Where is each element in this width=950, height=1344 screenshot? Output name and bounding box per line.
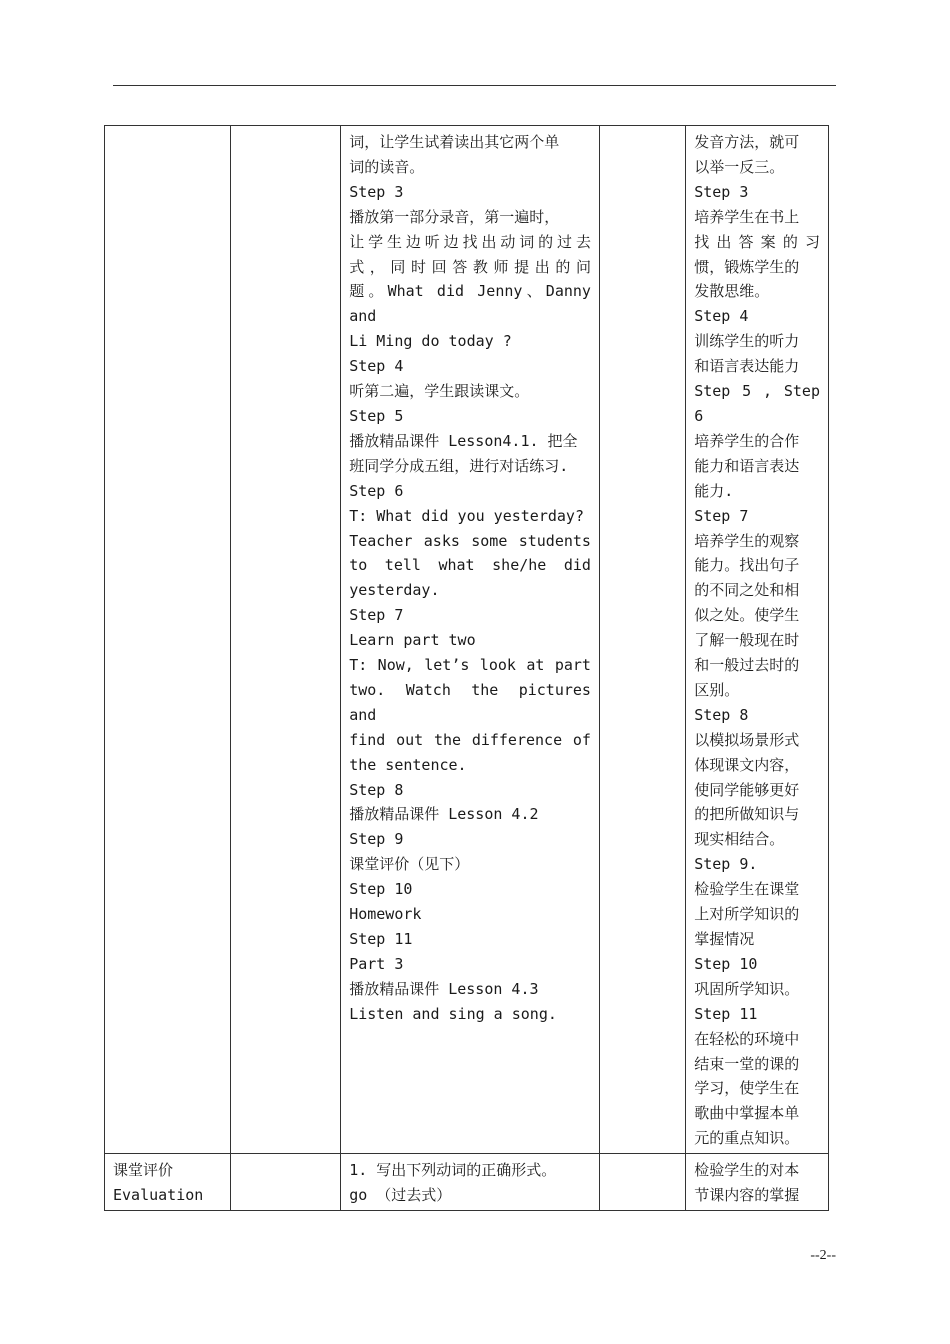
procedure-line: Part 3: [349, 954, 404, 973]
purpose-line: 培养学生的观察: [694, 531, 800, 550]
purpose-line: 了解一般现在时: [694, 631, 800, 650]
purpose-line: 培养学生在书上: [694, 207, 800, 226]
procedure-line: to tell what she/he did: [349, 556, 591, 575]
stage-cell: [105, 126, 231, 1154]
purpose-line: 上对所学知识的: [694, 905, 800, 924]
evaluation-label-en: Evaluation: [113, 1186, 204, 1205]
procedure-line: the sentence.: [349, 755, 467, 774]
evaluation-purpose-line: 检验学生的对本: [694, 1161, 800, 1180]
procedure-line: 播放精品课件 Lesson4.1. 把全: [349, 431, 578, 450]
purpose-line: Step 9.: [694, 855, 758, 874]
procedure-line: Step 3: [349, 182, 404, 201]
purpose-line: 能力。找出句子: [694, 556, 800, 575]
teaching-procedure-row: [105, 126, 829, 1154]
procedure-line: Teacher asks some students: [349, 531, 591, 550]
procedure-line: 词，让学生试着读出其它两个单: [349, 133, 560, 151]
procedure-line: 听第二遍，学生跟读课文。: [349, 382, 530, 401]
evaluation-procedure-cell: [341, 1154, 600, 1211]
procedure-line: Listen and sing a song.: [349, 1004, 557, 1023]
purpose-line: Step 5 , Step: [694, 382, 820, 401]
procedure-line: Step 8: [349, 780, 404, 799]
purpose-line: Step 10: [694, 954, 758, 973]
purpose-line: 发散思维。: [694, 282, 770, 301]
procedure-line: Step 11: [349, 930, 413, 948]
purpose-line: 区别。: [694, 680, 740, 699]
evaluation-procedure-line: 1. 写出下列动词的正确形式。: [349, 1161, 557, 1180]
procedure-line: Li Ming do today ?: [349, 332, 512, 351]
procedure-line: Homework: [349, 905, 422, 924]
activity-cell: [599, 126, 685, 1154]
procedure-line: T: What did you yesterday?: [349, 506, 584, 525]
purpose-line: 和语言表达能力: [694, 357, 800, 376]
procedure-line: find out the difference of: [349, 730, 591, 749]
purpose-line: 能力.: [694, 481, 734, 500]
evaluation-procedure-line: go （过去式）: [349, 1186, 452, 1205]
procedure-line: Step 6: [349, 481, 404, 500]
purpose-line: 检验学生在课堂: [694, 880, 800, 899]
procedure-line: Step 10: [349, 880, 413, 899]
page-number: --2--: [810, 1248, 836, 1263]
purpose-line: Step 7: [694, 506, 749, 525]
evaluation-purpose-line: 节课内容的掌握: [694, 1186, 800, 1205]
purpose-line: 体现课文内容，: [694, 755, 800, 774]
purpose-line: 元的重点知识。: [694, 1129, 800, 1148]
purpose-line: 以模拟场景形式: [694, 730, 800, 749]
procedure-cell: [341, 126, 600, 1154]
purpose-line: 能力和语言表达: [694, 456, 800, 475]
header-rule: [113, 85, 836, 86]
purpose-line: Step 4: [694, 307, 749, 326]
procedure-line: 播放精品课件 Lesson 4.2: [349, 805, 539, 824]
purpose-line: 现实相结合。: [694, 830, 785, 849]
procedure-line: two. Watch the pictures and: [349, 680, 591, 724]
purpose-line: 结束一堂的课的: [694, 1054, 800, 1073]
evaluation-purpose-cell: [686, 1154, 829, 1211]
purpose-line: 的把所做知识与: [694, 805, 800, 824]
procedure-line: 班同学分成五组，进行对话练习.: [349, 456, 569, 475]
purpose-line: Step 11: [694, 1004, 758, 1023]
lesson-plan-table: [104, 125, 829, 1211]
procedure-line: Step 5: [349, 406, 404, 425]
purpose-line: 巩固所学知识。: [694, 979, 800, 998]
purpose-line: Step 3: [694, 182, 749, 201]
procedure-line: 词的读音。: [349, 157, 425, 176]
purpose-line: 歌曲中掌握本单: [694, 1104, 800, 1123]
purpose-line: 似之处。使学生: [694, 606, 800, 625]
purpose-line: 掌握情况: [694, 930, 755, 948]
evaluation-row: [105, 1154, 829, 1211]
procedure-line: 题。What did Jenny、Danny and: [349, 282, 591, 326]
purpose-line: 6: [694, 406, 704, 425]
content-cell: [231, 126, 341, 1154]
procedure-line: Step 9: [349, 830, 404, 849]
purpose-line: 的不同之处和相: [694, 581, 800, 600]
purpose-line: 在轻松的环境中: [694, 1029, 800, 1048]
purpose-line: 以举一反三。: [694, 157, 785, 176]
purpose-cell: [686, 126, 829, 1154]
procedure-line: Step 4: [349, 357, 404, 376]
evaluation-content-cell: [231, 1154, 341, 1211]
evaluation-label-cell: [105, 1154, 231, 1211]
purpose-line: 惯，锻炼学生的: [694, 257, 800, 276]
purpose-line: 培养学生的合作: [694, 431, 800, 450]
purpose-line: Step 8: [694, 705, 749, 724]
purpose-line: 发音方法，就可: [694, 133, 800, 151]
purpose-line: 找出答案的习: [694, 232, 820, 251]
evaluation-activity-cell: [599, 1154, 685, 1211]
evaluation-label-cn: 课堂评价: [113, 1161, 174, 1180]
procedure-line: 式，同时回答教师提出的问: [349, 257, 591, 276]
procedure-line: T: Now, let’s look at part: [349, 656, 591, 675]
procedure-line: Learn part two: [349, 631, 476, 650]
purpose-line: 学习，使学生在: [694, 1079, 800, 1098]
purpose-line: 和一般过去时的: [694, 656, 800, 675]
procedure-line: 播放精品课件 Lesson 4.3: [349, 979, 539, 998]
procedure-line: Step 7: [349, 606, 404, 625]
purpose-line: 训练学生的听力: [694, 332, 800, 351]
procedure-line: 让学生边听边找出动词的过去: [349, 232, 591, 251]
purpose-line: 使同学能够更好: [694, 780, 800, 799]
procedure-line: 播放第一部分录音，第一遍时，: [349, 207, 560, 226]
procedure-line: 课堂评价（见下）: [349, 855, 470, 874]
procedure-line: yesterday.: [349, 581, 440, 600]
